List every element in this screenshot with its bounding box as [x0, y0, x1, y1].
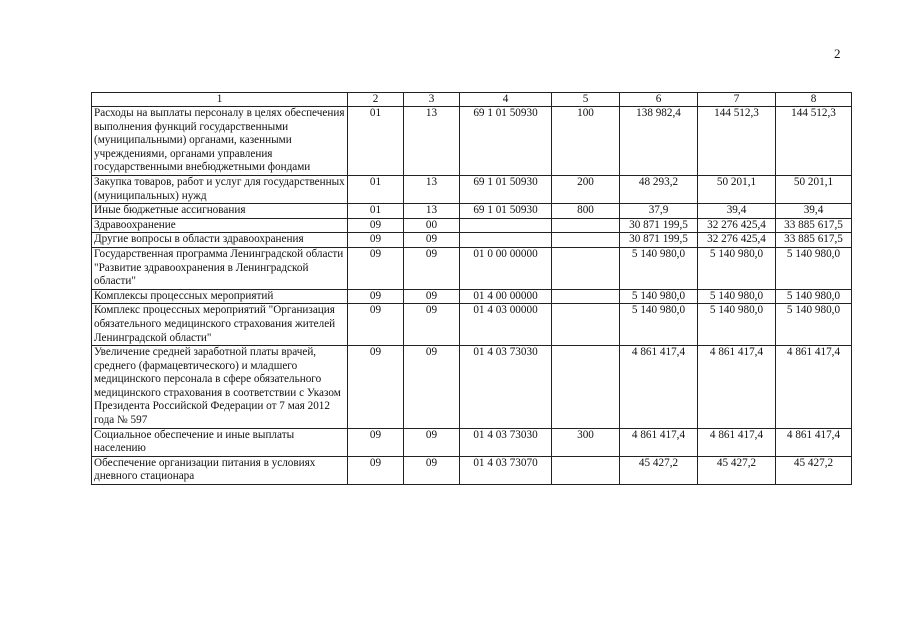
expense-type-code	[552, 247, 620, 289]
section-code: 09	[348, 304, 404, 346]
target-article-code: 01 4 00 00000	[460, 289, 552, 304]
table-row	[92, 456, 852, 484]
expense-type-code	[552, 346, 620, 429]
header-cell: 3	[404, 93, 460, 107]
table-row	[92, 175, 852, 203]
target-article-code: 01 4 03 73070	[460, 456, 552, 484]
amount-col7: 32 276 425,4	[698, 233, 776, 248]
section-code: 09	[348, 456, 404, 484]
section-code: 09	[348, 247, 404, 289]
section-code: 09	[348, 428, 404, 456]
row-name: Иные бюджетные ассигнования	[92, 204, 348, 219]
header-cell: 1	[92, 93, 348, 107]
table-row	[92, 304, 852, 346]
row-name: Закупка товаров, работ и услуг для государственных (муниципальных) нужд	[92, 175, 348, 203]
target-article-code: 01 4 03 00000	[460, 304, 552, 346]
section-code: 09	[348, 346, 404, 429]
budget-table	[91, 92, 852, 485]
table-row	[92, 218, 852, 233]
amount-col8: 4 861 417,4	[776, 428, 852, 456]
amount-col6: 4 861 417,4	[620, 428, 698, 456]
target-article-code	[460, 218, 552, 233]
section-code: 01	[348, 204, 404, 219]
row-name: Увеличение средней заработной платы врачей, среднего (фармацевтического) и младшего медицинского персонала в сфере обязательного медицинского страхования в соответствии с Указом Президента Российской Федерации от 7 мая 2012 года № 597	[92, 346, 348, 429]
expense-type-code	[552, 218, 620, 233]
header-row	[92, 93, 852, 107]
amount-col8: 5 140 980,0	[776, 247, 852, 289]
expense-type-code: 300	[552, 428, 620, 456]
subsection-code: 09	[404, 304, 460, 346]
amount-col6: 4 861 417,4	[620, 346, 698, 429]
header-cell: 2	[348, 93, 404, 107]
amount-col8: 33 885 617,5	[776, 218, 852, 233]
table-row	[92, 107, 852, 176]
target-article-code: 69 1 01 50930	[460, 175, 552, 203]
amount-col6: 45 427,2	[620, 456, 698, 484]
amount-col7: 45 427,2	[698, 456, 776, 484]
expense-type-code	[552, 304, 620, 346]
section-code: 09	[348, 218, 404, 233]
row-name: Комплексы процессных мероприятий	[92, 289, 348, 304]
row-name: Государственная программа Ленинградской области "Развитие здравоохранения в Ленинградской области"	[92, 247, 348, 289]
amount-col7: 32 276 425,4	[698, 218, 776, 233]
header-cell: 5	[552, 93, 620, 107]
table-row	[92, 233, 852, 248]
target-article-code: 01 4 03 73030	[460, 346, 552, 429]
expense-type-code: 800	[552, 204, 620, 219]
target-article-code	[460, 233, 552, 248]
table-row	[92, 204, 852, 219]
table-row	[92, 247, 852, 289]
section-code: 09	[348, 289, 404, 304]
row-name: Комплекс процессных мероприятий "Организация обязательного медицинского страхования жителей Ленинградской области"	[92, 304, 348, 346]
amount-col6: 48 293,2	[620, 175, 698, 203]
header-cell: 6	[620, 93, 698, 107]
section-code: 09	[348, 233, 404, 248]
amount-col6: 37,9	[620, 204, 698, 219]
amount-col8: 33 885 617,5	[776, 233, 852, 248]
row-name: Здравоохранение	[92, 218, 348, 233]
amount-col7: 5 140 980,0	[698, 247, 776, 289]
subsection-code: 09	[404, 456, 460, 484]
amount-col7: 4 861 417,4	[698, 428, 776, 456]
header-cell: 4	[460, 93, 552, 107]
subsection-code: 13	[404, 107, 460, 176]
amount-col8: 5 140 980,0	[776, 289, 852, 304]
target-article-code: 01 4 03 73030	[460, 428, 552, 456]
amount-col7: 5 140 980,0	[698, 304, 776, 346]
subsection-code: 09	[404, 428, 460, 456]
expense-type-code: 100	[552, 107, 620, 176]
expense-type-code	[552, 233, 620, 248]
subsection-code: 09	[404, 346, 460, 429]
amount-col7: 50 201,1	[698, 175, 776, 203]
section-code: 01	[348, 107, 404, 176]
subsection-code: 09	[404, 247, 460, 289]
amount-col7: 4 861 417,4	[698, 346, 776, 429]
amount-col6: 5 140 980,0	[620, 247, 698, 289]
expense-type-code: 200	[552, 175, 620, 203]
target-article-code: 69 1 01 50930	[460, 107, 552, 176]
amount-col6: 138 982,4	[620, 107, 698, 176]
amount-col6: 30 871 199,5	[620, 218, 698, 233]
amount-col7: 5 140 980,0	[698, 289, 776, 304]
amount-col8: 144 512,3	[776, 107, 852, 176]
table-row	[92, 346, 852, 429]
row-name: Расходы на выплаты персоналу в целях обеспечения выполнения функций государственными (муниципальными) органами, казенными учреждениями, органами управления государственными внебюджетными фондами	[92, 107, 348, 176]
row-name: Социальное обеспечение и иные выплаты населению	[92, 428, 348, 456]
amount-col6: 5 140 980,0	[620, 304, 698, 346]
target-article-code: 69 1 01 50930	[460, 204, 552, 219]
amount-col6: 30 871 199,5	[620, 233, 698, 248]
header-cell: 7	[698, 93, 776, 107]
header-cell: 8	[776, 93, 852, 107]
subsection-code: 13	[404, 175, 460, 203]
amount-col8: 50 201,1	[776, 175, 852, 203]
table-row	[92, 289, 852, 304]
subsection-code: 00	[404, 218, 460, 233]
amount-col8: 45 427,2	[776, 456, 852, 484]
subsection-code: 09	[404, 233, 460, 248]
amount-col8: 5 140 980,0	[776, 304, 852, 346]
target-article-code: 01 0 00 00000	[460, 247, 552, 289]
subsection-code: 13	[404, 204, 460, 219]
amount-col8: 39,4	[776, 204, 852, 219]
row-name: Другие вопросы в области здравоохранения	[92, 233, 348, 248]
amount-col6: 5 140 980,0	[620, 289, 698, 304]
amount-col7: 144 512,3	[698, 107, 776, 176]
amount-col7: 39,4	[698, 204, 776, 219]
expense-type-code	[552, 289, 620, 304]
page-number: 2	[834, 46, 841, 61]
row-name: Обеспечение организации питания в условиях дневного стационара	[92, 456, 348, 484]
expense-type-code	[552, 456, 620, 484]
table-row	[92, 428, 852, 456]
section-code: 01	[348, 175, 404, 203]
amount-col8: 4 861 417,4	[776, 346, 852, 429]
subsection-code: 09	[404, 289, 460, 304]
